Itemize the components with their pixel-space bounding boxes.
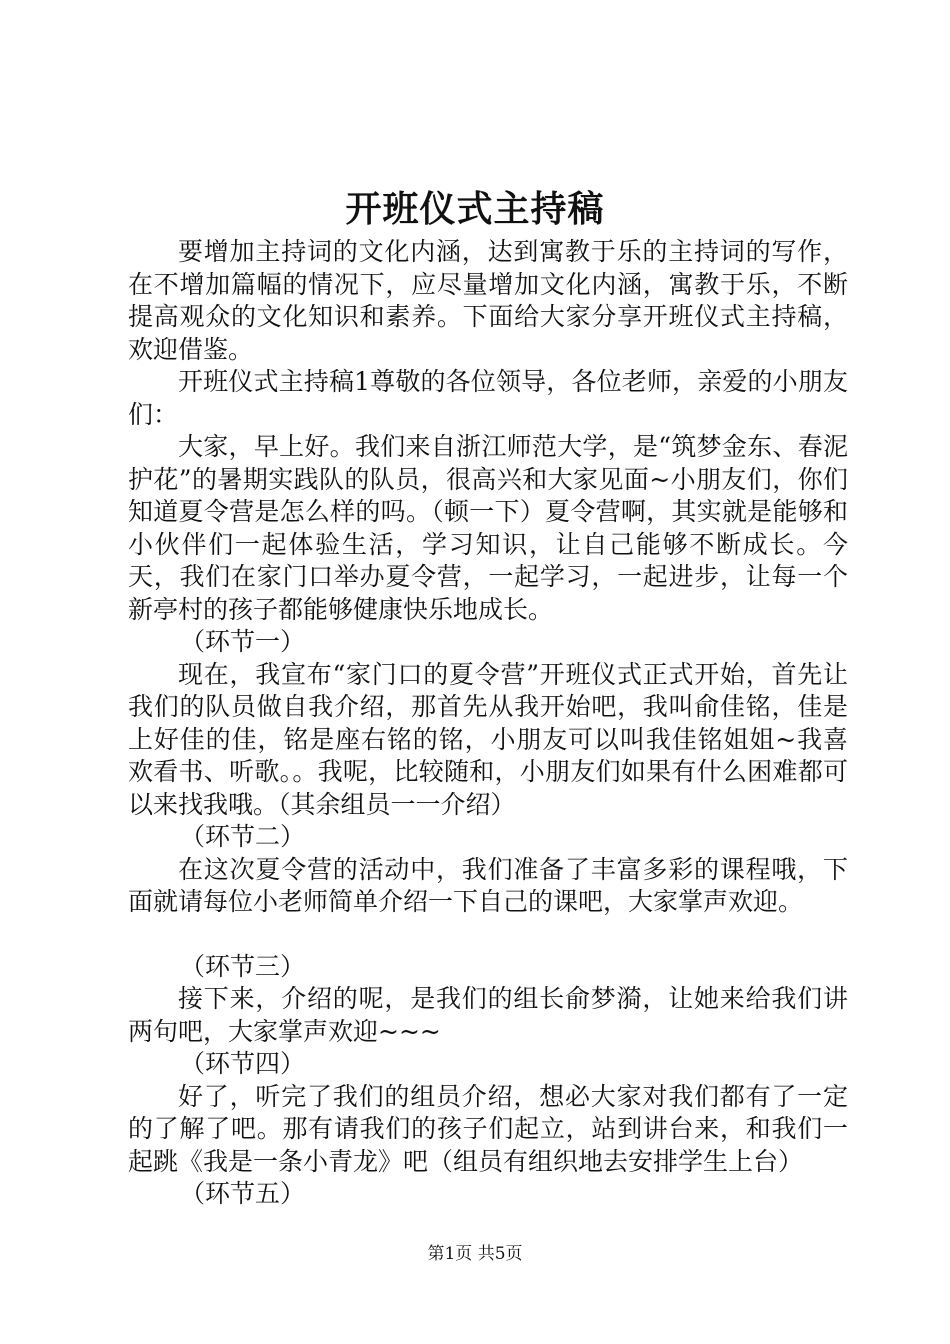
section-heading-2: （环节二） [180,822,306,851]
intro-paragraph: 要增加主持词的文化内涵，达到寓教于乐的主持词的写作，在不增加篇幅的情况下，应尽量增加文化内涵，寓教于乐，不断提高观众的文化知识和素养。下面给大家分享开班仪式主持稿，欢迎借鉴。 [128,237,848,364]
page-number-footer: 第1页 共5页 [427,1244,523,1264]
greeting-paragraph: 开班仪式主持稿1尊敬的各位领导，各位老师，亲爱的小朋友们： [128,367,848,429]
opening-paragraph: 大家，早上好。我们来自浙江师范大学，是“筑梦金东、春泥护花”的暑期实践队的队员，很高兴和大家见面~小朋友们，你们知道夏令营是怎么样的吗。（顿一下）夏令营啊，其实就是能够和小伙伴们一起体验生活，学习知识，让自己能够不断成长。今天，我们在家门口举办夏令营，一起学习，一起进步，让每一个新亭村的孩子都能够健康快乐地成长。 [128,432,848,624]
section-heading-5: （环节五） [180,1179,306,1208]
section-heading-1: （环节一） [180,627,306,656]
document-title: 开班仪式主持稿 [345,188,605,230]
section-4-paragraph: 好了，听完了我们的组员介绍，想必大家对我们都有了一定的了解了吧。那有请我们的孩子们起立，站到讲台来，和我们一起跳《我是一条小青龙》吧（组员有组织地去安排学生上台） [128,1081,848,1176]
document-body [128,236,848,1211]
section-heading-3: （环节三） [180,951,306,981]
section-heading-4: （环节四） [180,1049,306,1078]
section-1-paragraph: 现在，我宣布“家门口的夏令营”开班仪式正式开始，首先让我们的队员做自我介绍，那首先从我开始吧，我叫俞佳铭，佳是上好佳的佳，铭是座右铭的铭，小朋友可以叫我佳铭姐姐~我喜欢看书、听歌。。我呢，比较随和，小朋友们如果有什么困难都可以来找我哦。（其余组员一一介绍） [128,659,848,819]
section-2-paragraph: 在这次夏令营的活动中，我们准备了丰富多彩的课程哦，下面就请每位小老师简单介绍一下自己的课吧，大家掌声欢迎。 [128,854,848,916]
section-3-paragraph: 接下来，介绍的呢，是我们的组长俞梦漪，让她来给我们讲两句吧，大家掌声欢迎~~~ [128,984,848,1046]
